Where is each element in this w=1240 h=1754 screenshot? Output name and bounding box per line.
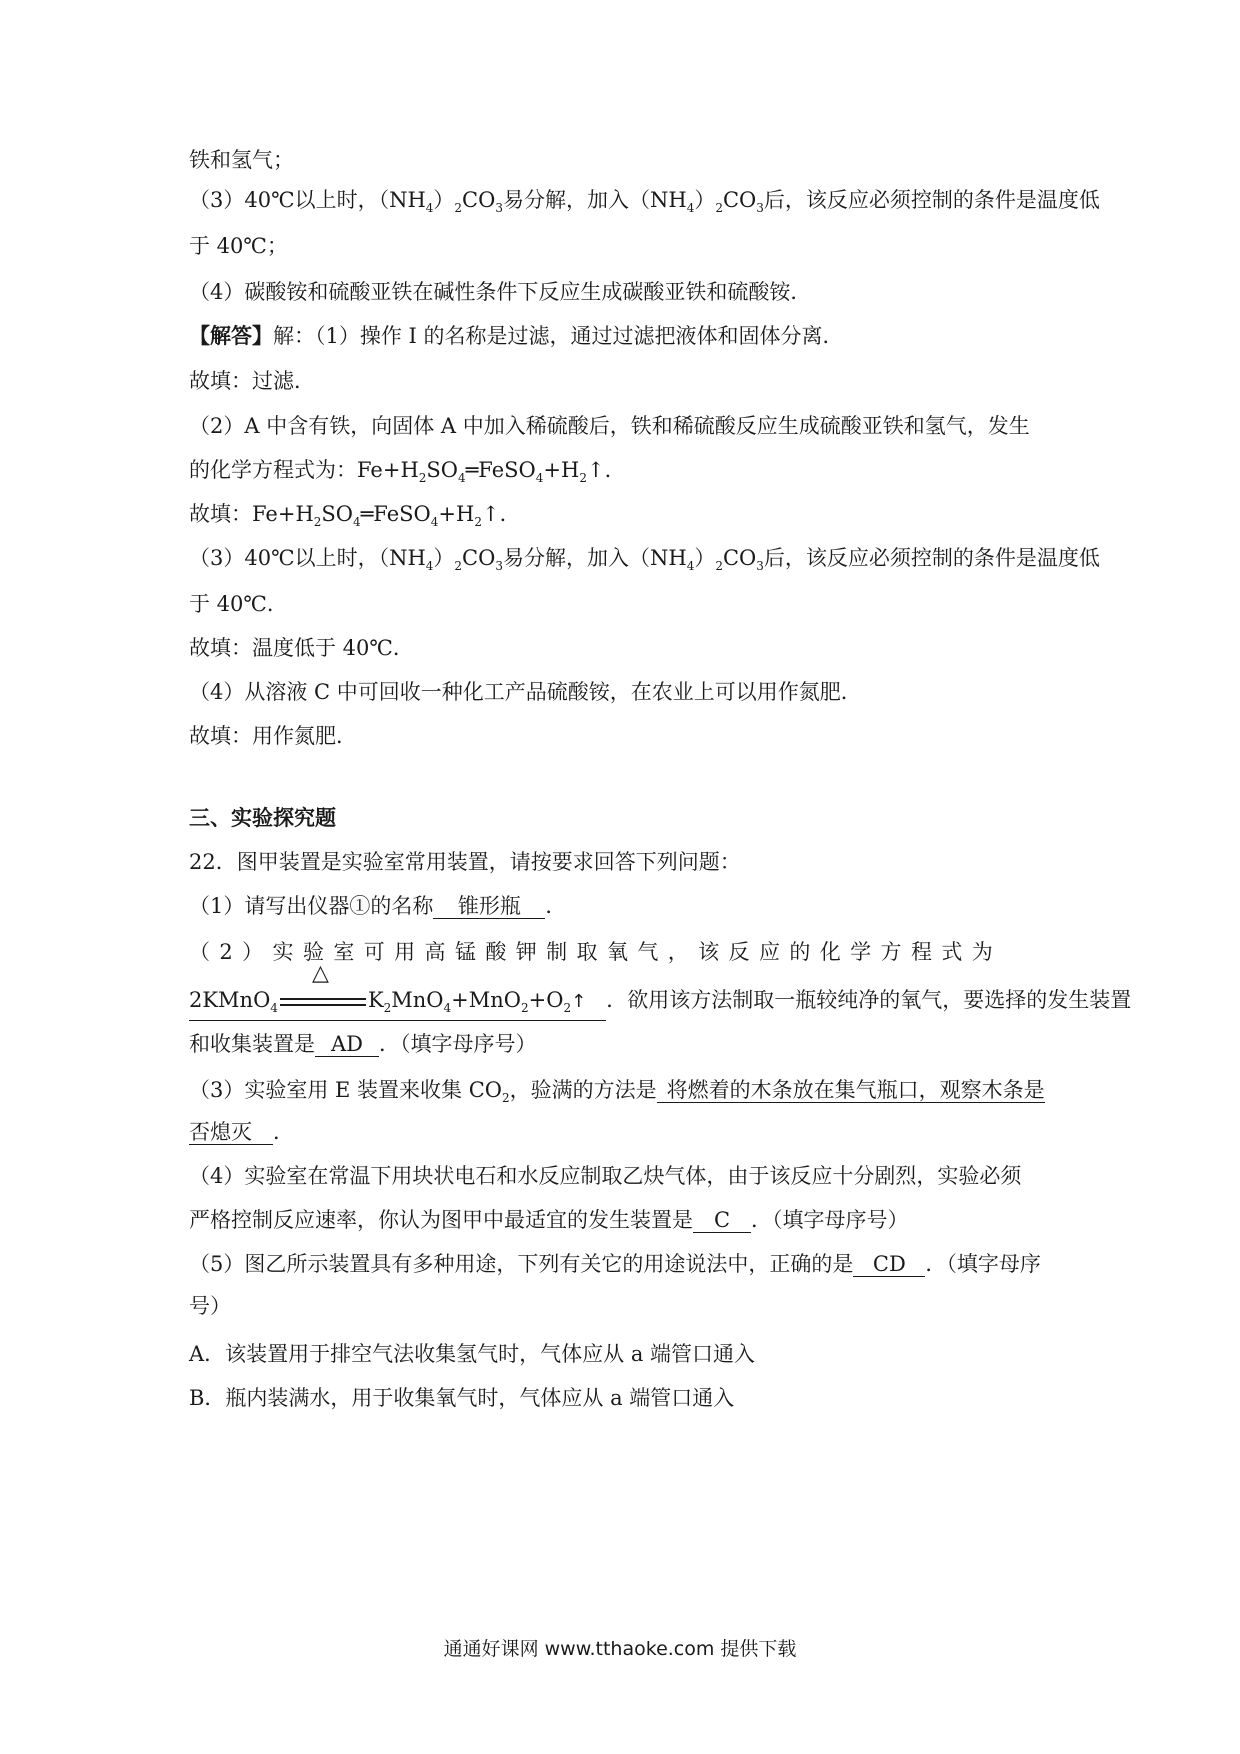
- subscript: 4: [443, 1001, 452, 1015]
- text: SO: [426, 458, 459, 482]
- formula-text: 2KMnO: [189, 988, 271, 1012]
- subscript: 4: [430, 515, 439, 529]
- formula-text: MnO: [391, 988, 444, 1012]
- text: 解：（1）操作 I 的名称是过滤，通过过滤把液体和固体分离．: [273, 324, 844, 348]
- subscript: 4: [270, 1001, 278, 1015]
- subscript: 4: [425, 201, 434, 215]
- answer-blank: AD: [315, 1032, 379, 1057]
- text: ．欲用该方法制取一瓶较纯净的氧气，要选择的发生装置: [606, 988, 1132, 1012]
- text: CO: [722, 188, 757, 212]
- text: ═FeSO: [360, 502, 431, 526]
- text: 故填：Fe+H: [189, 502, 314, 526]
- text-line: [189, 1162, 1021, 1190]
- text: 铁和氢气；: [189, 148, 294, 172]
- subscript: 2: [579, 471, 587, 485]
- answer-blank: C: [693, 1208, 751, 1233]
- section-label: 【解答】: [189, 323, 273, 348]
- text-line: [189, 186, 1100, 222]
- text: +H: [438, 502, 475, 526]
- subscript: 2: [563, 1001, 572, 1015]
- text: ．: [273, 1120, 294, 1144]
- text: ↑．: [586, 458, 626, 482]
- answer-blank: 否熄灭: [189, 1120, 273, 1145]
- text-line: [189, 232, 288, 260]
- subscript: 2: [383, 1001, 392, 1015]
- text-line: [189, 722, 357, 750]
- text-line: [189, 1118, 294, 1146]
- text-line: [189, 1030, 537, 1058]
- text: SO: [321, 502, 354, 526]
- subscript: 4: [686, 559, 695, 573]
- subscript: 2: [454, 201, 463, 215]
- text-line: [189, 960, 1132, 1021]
- text: 于 40℃；: [189, 234, 288, 258]
- subscript: 4: [535, 471, 544, 485]
- text-line: [189, 634, 414, 662]
- text: 后，该反应必须控制的条件是温度低: [763, 188, 1100, 212]
- text-line: [189, 278, 811, 306]
- text: 后，该反应必须控制的条件是温度低: [763, 546, 1100, 570]
- text: ↑．: [481, 502, 521, 526]
- text: 易分解，加入（NH: [502, 546, 687, 570]
- subscript: 2: [454, 559, 463, 573]
- text: +H: [543, 458, 580, 482]
- text: （2）实验室可用高锰酸钾制取氧气，该反应的化学方程式为: [189, 940, 1003, 964]
- text-line: [189, 500, 521, 536]
- answer-blank: 将燃着的木条放在集气瓶口，观察木条是: [657, 1078, 1045, 1103]
- subscript: 3: [756, 201, 764, 215]
- text: B．瓶内装满水，用于收集氧气时，气体应从 a 端管口通入: [189, 1386, 735, 1410]
- subscript: 4: [353, 515, 361, 529]
- text: 号）: [189, 1294, 231, 1318]
- text: 严格控制反应速率，你认为图甲中最适宜的发生装置是: [189, 1208, 693, 1232]
- text: （3）40℃以上时，（NH: [189, 546, 426, 570]
- text: （1）请写出仪器①的名称: [189, 894, 434, 918]
- heading-text: 三、实验探究题: [189, 805, 336, 830]
- subscript: 4: [686, 201, 695, 215]
- subscript: 3: [756, 559, 764, 573]
- text-line: [189, 412, 1030, 440]
- text: ═FeSO: [465, 458, 536, 482]
- text-line: [189, 1292, 231, 1320]
- text: 故填：温度低于 40℃．: [189, 636, 414, 660]
- text-line: [189, 456, 626, 492]
- formula-text: +MnO: [451, 988, 522, 1012]
- text: （3）实验室用 E 装置来收集 CO: [189, 1078, 502, 1102]
- subscript: 2: [715, 559, 723, 573]
- text-line: [189, 322, 844, 350]
- subscript: 2: [502, 1091, 510, 1105]
- subscript: 2: [521, 1001, 529, 1015]
- text: 易分解，加入（NH: [502, 188, 687, 212]
- text: （4）从溶液 C 中可回收一种化工产品硫酸铵，在农业上可以用作氮肥．: [189, 680, 862, 704]
- text: A．该装置用于排空气法收集氢气时，气体应从 a 端管口通入: [189, 1342, 756, 1366]
- formula-text: +O: [528, 988, 564, 1012]
- text: （4）实验室在常温下用块状电石和水反应制取乙炔气体，由于该反应十分剧烈，实验必须: [189, 1164, 1022, 1188]
- subscript: 2: [313, 515, 322, 529]
- text: 于 40℃．: [189, 592, 288, 616]
- subscript: 3: [495, 201, 503, 215]
- page-footer: 通通好课网 www.tthaoke.com 提供下载: [443, 1638, 797, 1660]
- formula-text: K: [367, 988, 384, 1012]
- text: （2）A 中含有铁，向固体 A 中加入稀硫酸后，铁和稀硫酸反应生成硫酸亚铁和氢气，发生: [189, 414, 1030, 438]
- text: ）: [433, 188, 455, 212]
- text-line: [189, 892, 566, 920]
- text: 和收集装置是: [189, 1032, 315, 1056]
- text: ．（填字母序号）: [751, 1208, 909, 1232]
- text: ．: [545, 894, 567, 918]
- subscript: 3: [495, 559, 503, 573]
- text-line: [189, 367, 315, 395]
- text: （4）碳酸铵和硫酸亚铁在碱性条件下反应生成碳酸亚铁和硫酸铵．: [189, 280, 812, 304]
- answer-blank: [189, 960, 606, 1021]
- text: ，验满的方法是: [509, 1078, 657, 1102]
- answer-blank: 锥形瓶: [433, 894, 545, 919]
- question-stem: [189, 848, 741, 876]
- section-heading: [189, 804, 336, 832]
- text: ）: [433, 546, 455, 570]
- option-b: [189, 1384, 734, 1412]
- up-arrow-icon: ↑: [571, 991, 587, 1012]
- text-line: [189, 678, 862, 706]
- subscript: 4: [458, 471, 466, 485]
- text: 的化学方程式为：Fe+H: [189, 458, 419, 482]
- text: CO: [462, 188, 496, 212]
- text-line: [189, 1206, 909, 1234]
- text: ．（填字母序号）: [379, 1032, 537, 1056]
- text: 故填：过滤．: [189, 369, 315, 393]
- text: CO: [462, 546, 496, 570]
- option-a: [189, 1340, 755, 1368]
- text: ．（填字母序: [925, 1252, 1041, 1276]
- text: （5）图乙所示装置具有多种用途，下列有关它的用途说法中，正确的是: [189, 1252, 854, 1276]
- heat-symbol: △: [311, 960, 329, 986]
- text-line: [189, 590, 288, 618]
- text: ）: [694, 188, 716, 212]
- text: 故填：用作氮肥．: [189, 724, 357, 748]
- text-line: [189, 1076, 1045, 1112]
- answer-blank: CD: [853, 1252, 925, 1277]
- text: ）: [694, 546, 716, 570]
- text: （3）40℃以上时，（NH: [189, 188, 426, 212]
- subscript: 2: [418, 471, 427, 485]
- text-line: [189, 1250, 1041, 1278]
- subscript: 4: [425, 559, 434, 573]
- text-line: [189, 146, 294, 174]
- subscript: 2: [474, 515, 482, 529]
- text-line: [189, 544, 1100, 580]
- equals-sign: [280, 960, 366, 1014]
- text: CO: [722, 546, 757, 570]
- text: 22．图甲装置是实验室常用装置，请按要求回答下列问题：: [189, 850, 741, 874]
- subscript: 2: [715, 201, 723, 215]
